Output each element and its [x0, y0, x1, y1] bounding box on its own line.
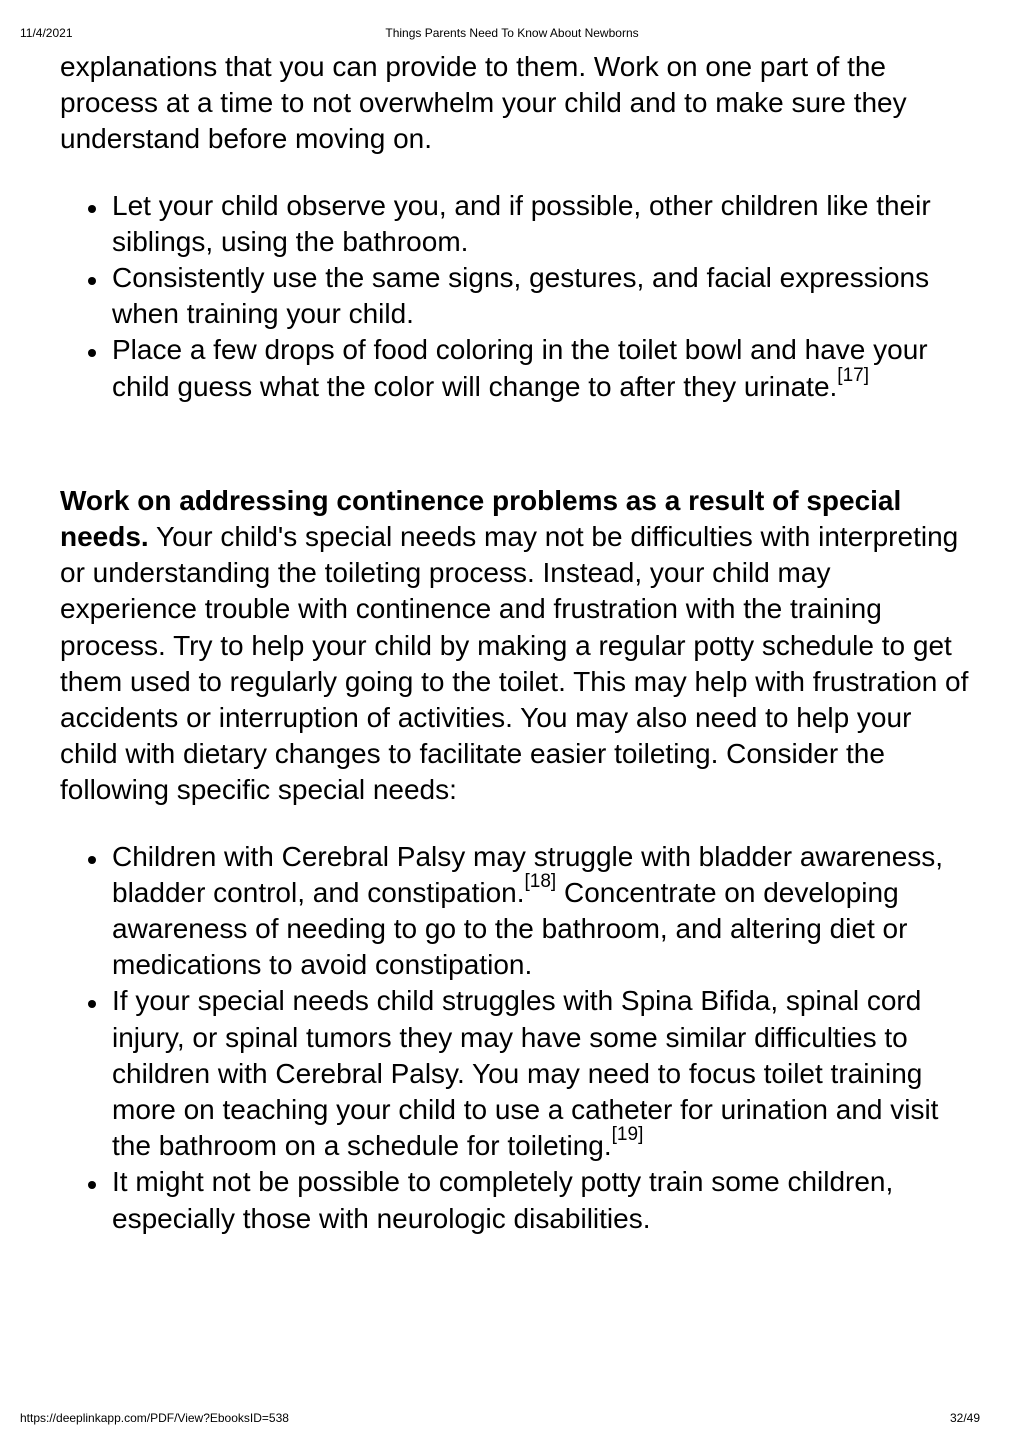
list-item-text: Place a few drops of food coloring in the toilet bowl and have your child guess what the color will change to after they urinate.: [112, 334, 928, 402]
bullet-icon: [88, 205, 96, 213]
list-item-text: Children with Cerebral Palsy may struggle with bladder awareness, bladder control, and constipation.: [112, 840, 944, 908]
list-item: [112, 983, 970, 1164]
bullet-icon: [88, 1000, 96, 1008]
bullet-icon: [88, 277, 96, 285]
article-body: [60, 49, 970, 1237]
bullet-icon: [88, 1181, 96, 1189]
list-item: [112, 839, 970, 984]
section-heading: Work on addressing continence problems as a result of special needs.: [60, 484, 902, 553]
reference-link[interactable]: [19]: [611, 1124, 644, 1146]
header-date: 11/4/2021: [20, 26, 73, 40]
list-item: [112, 260, 970, 332]
list-item-text: It might not be possible to completely potty train some children, especially those with neurologic disabilities.: [112, 1166, 894, 1234]
list-item: [112, 332, 970, 404]
list-item-text: If your special needs child struggles with Spina Bifida, spinal cord injury, or spinal tumors they may have some similar difficulties to children with Cerebral Palsy. You may need to focus toilet training more on teaching your child to use a catheter for urination and visit the bathroom on a schedule for toileting.: [112, 985, 939, 1162]
list-item: [112, 188, 970, 260]
reference-link[interactable]: [18]: [524, 870, 557, 892]
list-item-text: Let your child observe you, and if possible, other children like their siblings, using the bathroom.: [112, 189, 931, 257]
list-item: [112, 1164, 970, 1236]
special-needs-list: [60, 839, 970, 1237]
tips-list: [60, 188, 970, 405]
list-item-text-continued: Concentrate on developing awareness of needing to go to the bathroom, and altering diet or medications to avoid constipation.: [112, 876, 908, 981]
footer-page-number: 32/49: [949, 1411, 980, 1425]
section-paragraph: [60, 483, 970, 809]
bullet-icon: [88, 856, 96, 864]
reference-link[interactable]: [17]: [837, 364, 869, 386]
list-item-text: Consistently use the same signs, gestures, and facial expressions when training your child.: [112, 262, 930, 330]
bullet-icon: [88, 349, 96, 357]
header-title: Things Parents Need To Know About Newborns: [385, 26, 639, 40]
intro-paragraph: explanations that you can provide to them. Work on one part of the process at a time to not overwhelm your child and to make sure they understand before moving on.: [60, 51, 907, 155]
footer-url: https://deeplinkapp.com/PDF/View?EbooksID=538: [20, 1411, 289, 1425]
section-body: Your child's special needs may not be difficulties with interpreting or understanding the toileting process. Instead, your child may experience trouble with continence and frustration with the training process. Try to help your child by making a regular potty schedule to get them used to regularly going to the toilet. This may help with frustration of accidents or interruption of activities. You may also need to help your child with dietary changes to facilitate easier toileting. Consider the following specific special needs:: [60, 521, 969, 806]
